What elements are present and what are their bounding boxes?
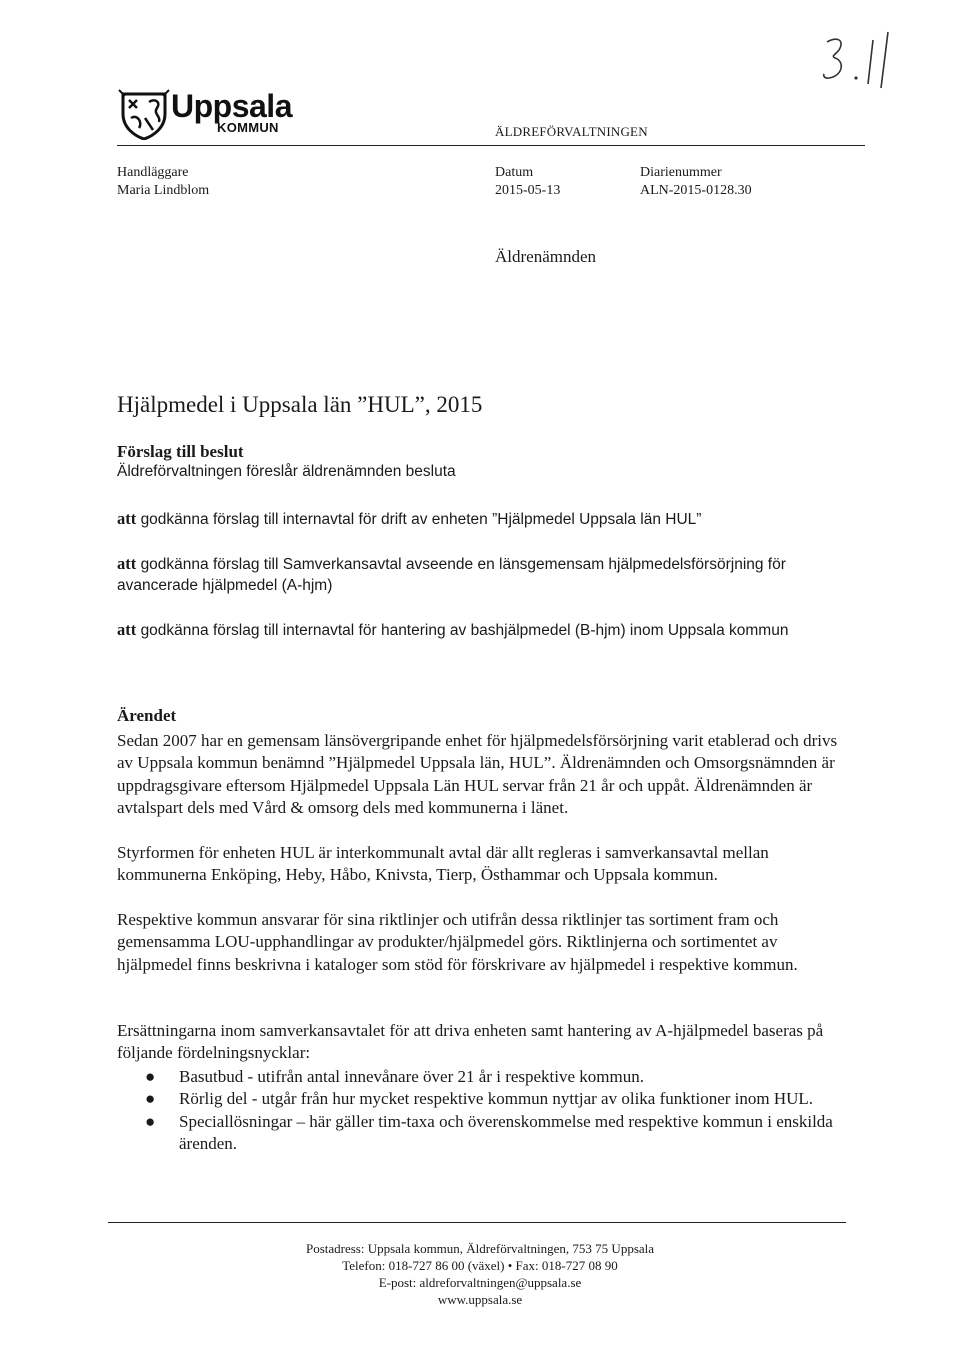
proposal-heading-text: Förslag till beslut (117, 442, 244, 461)
decision-lead: att (117, 554, 137, 573)
proposal-heading (117, 441, 857, 463)
handlaggare-block (117, 164, 209, 200)
diarienummer-block (640, 164, 752, 200)
handlaggare-label: Handläggare (117, 165, 189, 180)
list-item (145, 1111, 845, 1156)
arendet-paragraph-2: Styrformen för enheten HUL är interkommunalt avtal där allt regleras i samverkansavtal mellan kommunerna Enköping, Heby, Håbo, Knivsta, Tierp, Östhammar och Uppsala kommun. (117, 843, 769, 885)
decision-item (117, 619, 857, 641)
list-item-text: Speciallösningar – här gäller tim-taxa och överenskommelse med respektive kommun i enskilda ärenden. (179, 1111, 833, 1153)
footer-website: www.uppsala.se (437, 1292, 523, 1307)
decision-lead: att (117, 620, 137, 639)
list-item-text: Basutbud - utifrån antal innevånare över 21 år i respektive kommun. (179, 1067, 644, 1086)
diarienummer-value: ALN-2015-0128.30 (640, 183, 752, 198)
arendet-paragraph-1: Sedan 2007 har en gemensam länsövergripande enhet för hjälpmedelsförsörjning varit etablerad och drivs av Uppsala kommun benämnd ”Hjälpmedel Uppsala län, HUL”. Äldrenämnden och Omsorgsnämnden är uppdragsgivare eftersom Hjälpmedel Uppsala Län HUL servar från 21 år och uppåt. Äldrenämnden är avtalspart dels med Vård & omsorg dels med kommunerna i länet. (117, 731, 838, 817)
footer-email: E-post: aldreforvaltningen@uppsala.se (378, 1275, 582, 1290)
list-item (145, 1088, 845, 1110)
footer-phone: Telefon: 018-727 86 00 (växel) • Fax: 018-727 08 90 (342, 1258, 618, 1273)
coat-of-arms-icon (117, 88, 171, 140)
list-item-text: Rörlig del - utgår från hur mycket respektive kommun nyttjar av olika funktioner inom HUL. (179, 1089, 814, 1109)
list-item (145, 1066, 845, 1088)
fordelningsnycklar-list (145, 1066, 845, 1155)
footer-divider (108, 1222, 846, 1223)
department-name: ÄLDREFÖRVALTNINGEN (495, 124, 648, 139)
decision-text: godkänna förslag till internavtal för drift av enheten ”Hjälpmedel Uppsala län HUL” (140, 511, 702, 528)
decision-item (117, 508, 857, 530)
datum-label: Datum (495, 165, 534, 180)
document-title: Hjälpmedel i Uppsala län ”HUL”, 2015 (117, 392, 483, 417)
logo-wordmark: Uppsala (171, 88, 292, 124)
proposal-intro: Äldreförvaltningen föreslår äldrenämnden besluta (117, 463, 456, 480)
decision-item (117, 553, 857, 596)
decision-lead: att (117, 509, 137, 528)
bullet-icon: ● (145, 1089, 156, 1109)
handwritten-note (815, 28, 905, 98)
arendet-paragraph-3: Respektive kommun ansvarar för sina riktlinjer och utifrån dessa riktlinjer tas sortiment fram och gemensamma LOU-upphandlingar av produkter/hjälpmedel görs. Riktlinjerna och sortimentet av hjälpmedel finns beskrivna i kataloger som stöd för förskrivare av hjälpmedel i respektive kommun. (117, 910, 798, 974)
bullet-icon: ● (145, 1067, 156, 1086)
handlaggare-value: Maria Lindblom (117, 183, 210, 198)
header-divider (117, 145, 865, 146)
datum-block (495, 164, 560, 200)
diarienummer-label: Diarienummer (640, 165, 722, 180)
decision-text: godkänna förslag till internavtal för hantering av bashjälpmedel (B-hjm) inom Uppsala kommun (140, 622, 789, 639)
logo-subtitle: KOMMUN (217, 120, 279, 135)
arendet-heading: Ärendet (117, 706, 177, 725)
recipient: Äldrenämnden (495, 247, 597, 266)
uppsala-kommun-logo (117, 88, 317, 148)
arendet-paragraph-4: Ersättningarna inom samverkansavtalet för att driva enheten samt hantering av A-hjälpmedel baseras på följande fördelningsnycklar: (117, 1021, 824, 1063)
footer (180, 1240, 780, 1308)
datum-value: 2015-05-13 (495, 183, 561, 198)
decision-text: godkänna förslag till Samverkansavtal avseende en länsgemensam hjälpmedelsförsörjning för avancerade hjälpmedel (A-hjm) (117, 556, 786, 594)
bullet-icon: ● (145, 1111, 156, 1131)
footer-address: Postadress: Uppsala kommun, Äldreförvaltningen, 753 75 Uppsala (305, 1241, 655, 1256)
